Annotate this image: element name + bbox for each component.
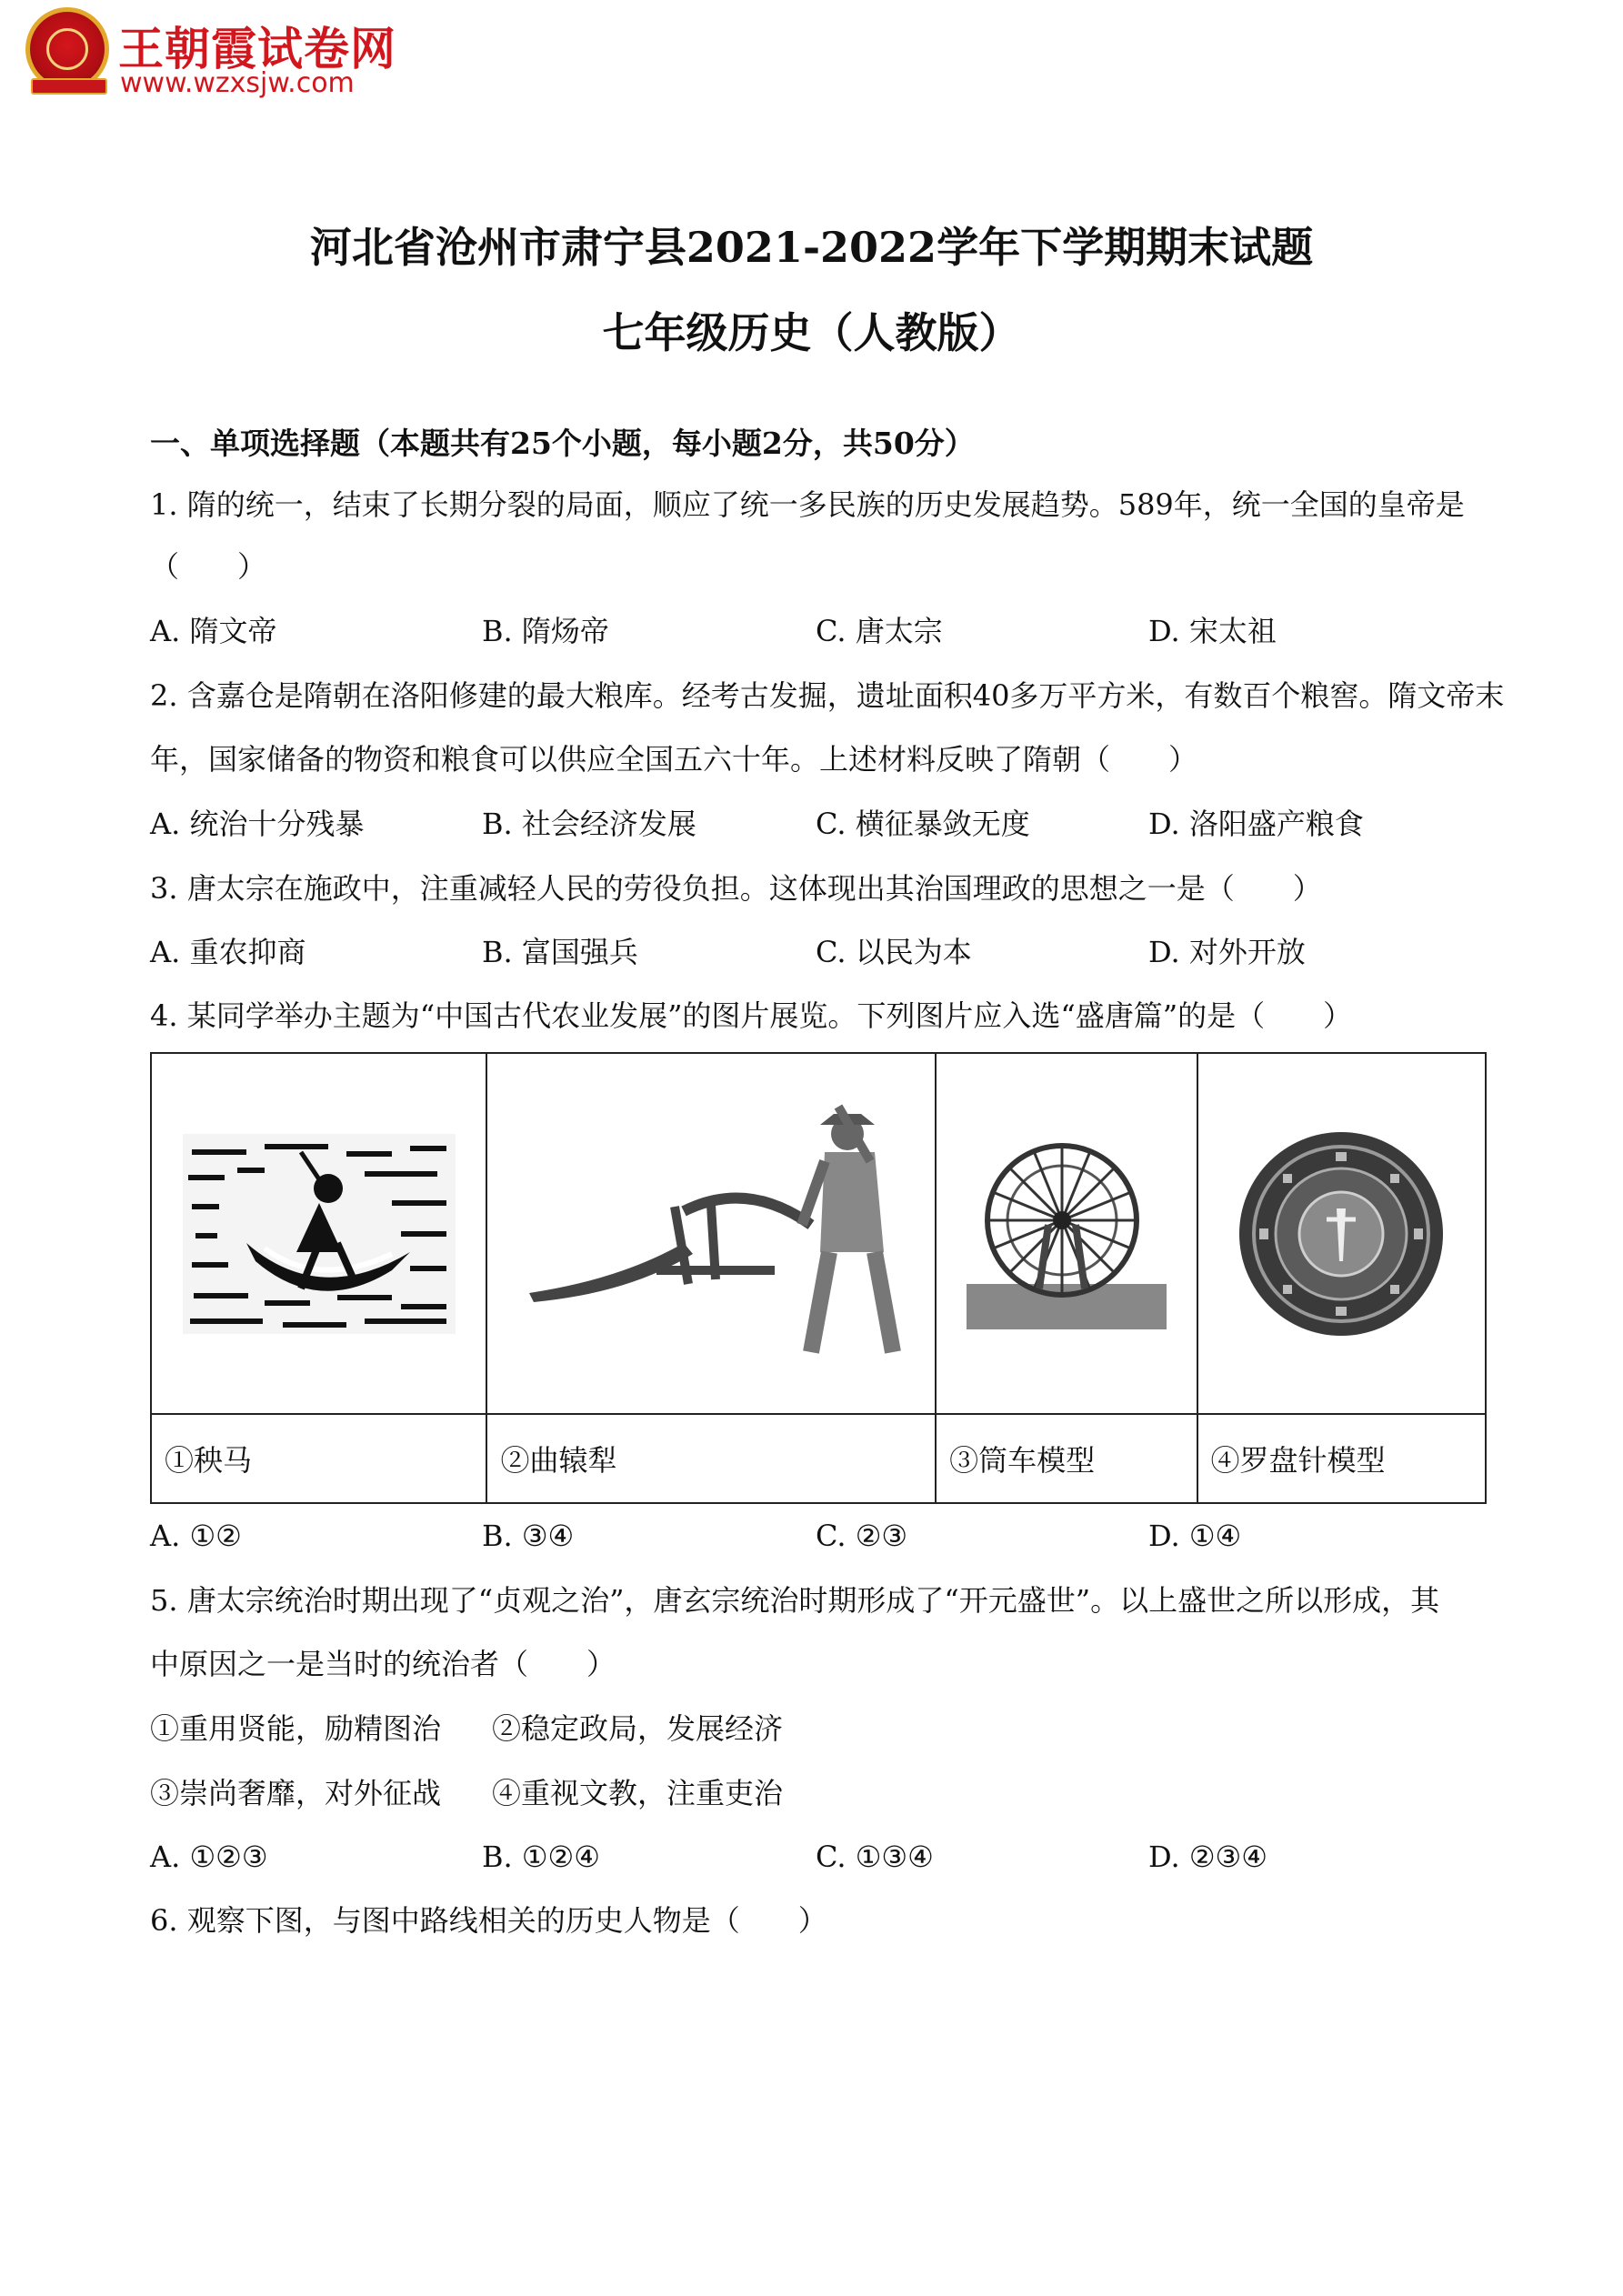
q5-item-2: ②稳定政局，发展经济: [492, 1711, 784, 1746]
q2-option-c: C. 横征暴敛无度: [816, 807, 1030, 841]
site-logo: [25, 7, 407, 107]
q4-option-a: A. ①②: [150, 1519, 242, 1553]
waterwheel-model-image: [967, 1134, 1167, 1334]
q2-option-b: B. 社会经济发展: [482, 807, 696, 841]
image-cell-3: [936, 1053, 1197, 1414]
q5-item-4: ④重视文教，注重吏治: [492, 1776, 784, 1810]
question-1-blank: （ ）: [150, 549, 267, 584]
seal-ribbon: [31, 78, 107, 95]
q5-item-1: ①重用贤能，励精图治: [150, 1711, 442, 1746]
curved-plow-image: [511, 1098, 911, 1370]
brand-url: www.wzxsjw.com: [120, 67, 355, 99]
q4-option-b: B. ③④: [482, 1519, 575, 1553]
image-gallery-table: [150, 1052, 1487, 1504]
image-cell-2: [486, 1053, 936, 1414]
question-1-text: 1. 隋的统一，结束了长期分裂的局面，顺应了统一多民族的历史发展趋势。589年，统一全国的皇帝是: [150, 487, 1465, 522]
caption-3: ③筒车模型: [936, 1414, 1197, 1503]
question-2-text: 2. 含嘉仓是隋朝在洛阳修建的最大粮库。经考古发掘，遗址面积40多万平方米，有数百个粮窖。隋文帝末: [150, 678, 1505, 713]
q1-option-d: D. 宋太祖: [1148, 614, 1277, 648]
q1-option-b: B. 隋炀帝: [482, 614, 609, 648]
q4-option-d: D. ①④: [1148, 1519, 1242, 1553]
page-title: 河北省沧州市肃宁县2021-2022学年下学期期末试题: [309, 223, 1314, 272]
caption-2: ②曲辕犁: [486, 1414, 936, 1503]
q5-option-d: D. ②③④: [1148, 1840, 1267, 1874]
q3-option-b: B. 富国强兵: [482, 935, 638, 969]
caption-1: ①秧马: [151, 1414, 486, 1503]
compass-model-image: [1232, 1125, 1450, 1343]
section-heading: 一、单项选择题（本题共有25个小题，每小题2分，共50分）: [150, 426, 975, 461]
q1-option-c: C. 唐太宗: [816, 614, 943, 648]
question-5-text: 5. 唐太宗统治时期出现了“贞观之治”，唐玄宗统治时期形成了“开元盛世”。以上盛世之所以形成，其: [150, 1583, 1440, 1618]
q5-option-c: C. ①③④: [816, 1840, 934, 1874]
q3-option-a: A. 重农抑商: [150, 935, 306, 969]
question-6-text: 6. 观察下图，与图中路线相关的历史人物是（ ）: [150, 1903, 827, 1938]
q3-option-d: D. 对外开放: [1148, 935, 1306, 969]
question-4-text: 4. 某同学举办主题为“中国古代农业发展”的图片展览。下列图片应入选“盛唐篇”的是（ ）: [150, 998, 1353, 1033]
image-cell-1: [151, 1053, 486, 1414]
image-cell-4: [1197, 1053, 1486, 1414]
yangma-woodcut-image: [183, 1134, 456, 1334]
caption-4: ④罗盘针模型: [1197, 1414, 1486, 1503]
q5-option-a: A. ①②③: [150, 1840, 268, 1874]
brand-name: 王朝霞试卷网: [118, 23, 396, 75]
page-subtitle: 七年级历史（人教版）: [602, 308, 1021, 357]
q2-option-a: A. 统治十分残暴: [150, 807, 365, 841]
q5-option-b: B. ①②④: [482, 1840, 600, 1874]
q1-option-a: A. 隋文帝: [150, 614, 277, 648]
question-3-text: 3. 唐太宗在施政中，注重减轻人民的劳役负担。这体现出其治国理政的思想之一是（ ）: [150, 871, 1322, 906]
q2-option-d: D. 洛阳盛产粮食: [1148, 807, 1364, 841]
q4-option-c: C. ②③: [816, 1519, 908, 1553]
q5-item-3: ③崇尚奢靡，对外征战: [150, 1776, 442, 1810]
question-2-text-2: 年，国家储备的物资和粮食可以供应全国五六十年。上述材料反映了隋朝（ ）: [150, 742, 1198, 777]
q3-option-c: C. 以民为本: [816, 935, 972, 969]
question-5-text-2: 中原因之一是当时的统治者（ ）: [150, 1647, 616, 1681]
